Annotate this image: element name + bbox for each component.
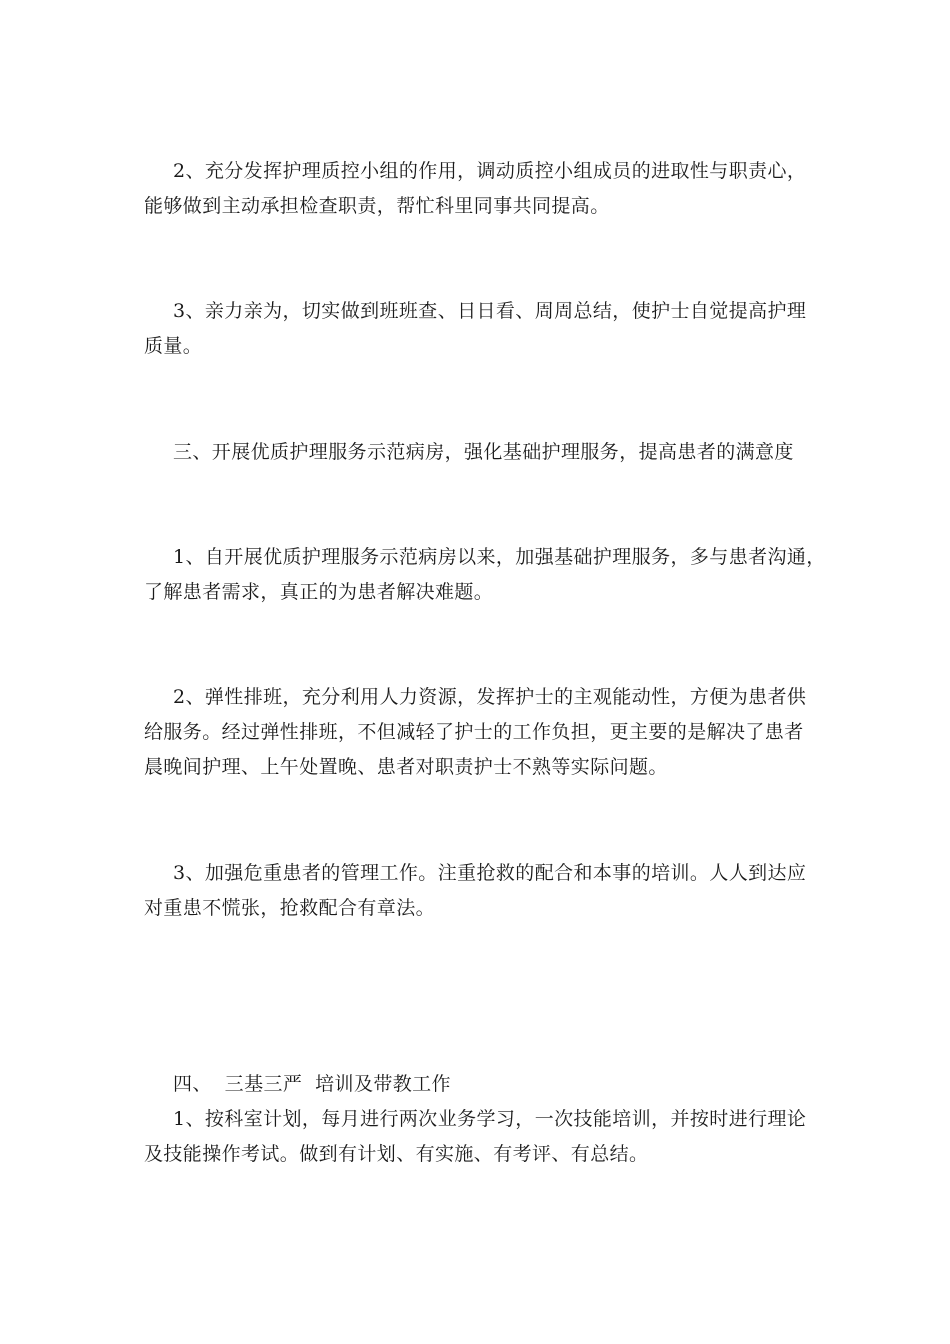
paragraph-critical-care — [144, 856, 808, 926]
text-line: 对重患不慌张，抢救配合有章法。 — [144, 897, 436, 919]
text-line: 能够做到主动承担检查职责，帮忙科里同事共同提高。 — [144, 195, 610, 217]
paragraph-qc-group — [144, 154, 808, 224]
text-line: 1、自开展优质护理服务示范病房以来，加强基础护理服务，多与患者沟通， — [173, 546, 826, 568]
text-line: 3、亲力亲为，切实做到班班查、日日看、周周总结，使护士自觉提高护理 — [173, 300, 807, 322]
text-line: 晨晚间护理、上午处置晚、患者对职责护士不熟等实际问题。 — [144, 756, 668, 778]
text-line: 及技能操作考试。做到有计划、有实施、有考评、有总结。 — [144, 1143, 649, 1165]
section-heading-3 — [144, 435, 808, 470]
text-line: 2、充分发挥护理质控小组的作用，调动质控小组成员的进取性与职责心， — [173, 160, 807, 182]
heading-text: 三、开展优质护理服务示范病房，强化基础护理服务，提高患者的满意度 — [173, 441, 794, 463]
heading-text: 四、 三基三严 培训及带教工作 — [173, 1073, 451, 1095]
paragraph-hands-on — [144, 294, 808, 364]
paragraph-flexible-shift — [144, 680, 808, 785]
text-line: 3、加强危重患者的管理工作。注重抢救的配合和本事的培训。人人到达应 — [173, 862, 807, 884]
text-line: 给服务。经过弹性排班，不但减轻了护士的工作负担，更主要的是解决了患者 — [144, 721, 804, 743]
paragraph-quality-ward — [144, 540, 826, 610]
text-line: 质量。 — [144, 335, 203, 357]
text-line: 1、按科室计划，每月进行两次业务学习，一次技能培训，并按时进行理论 — [173, 1108, 807, 1130]
text-line: 2、弹性排班，充分利用人力资源，发挥护士的主观能动性，方便为患者供 — [173, 686, 807, 708]
text-line: 了解患者需求，真正的为患者解决难题。 — [144, 581, 494, 603]
paragraph-training-plan — [144, 1102, 808, 1172]
